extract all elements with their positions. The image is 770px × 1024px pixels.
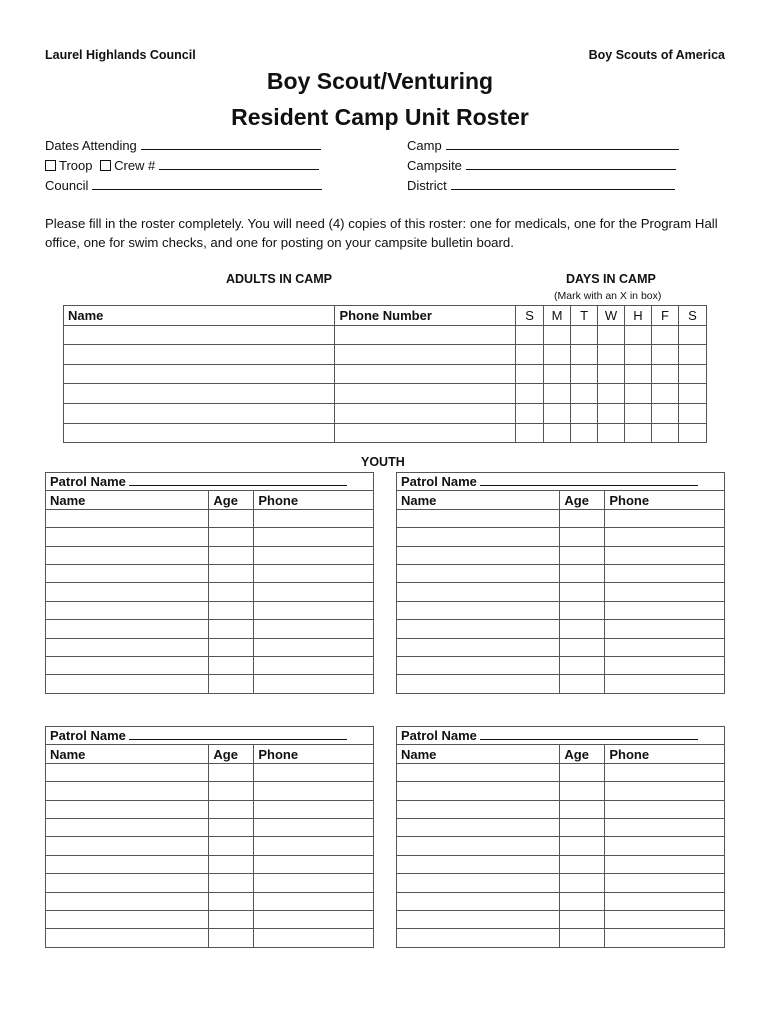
day-cell[interactable] (625, 325, 652, 345)
day-cell[interactable] (571, 345, 598, 365)
youth-age-cell[interactable] (560, 620, 605, 638)
youth-name-cell[interactable] (397, 528, 560, 546)
day-cell[interactable] (516, 384, 544, 404)
youth-header-row (46, 745, 374, 763)
youth-row (46, 910, 374, 928)
youth-name-cell[interactable] (46, 892, 209, 910)
youth-name-cell[interactable] (397, 601, 560, 619)
day-cell[interactable] (571, 325, 598, 345)
day-cell[interactable] (625, 384, 652, 404)
youth-row (46, 800, 374, 818)
council-name: Laurel Highlands Council (45, 48, 196, 62)
dates-attending-label: Dates Attending (45, 138, 137, 153)
youth-age-cell[interactable] (209, 620, 254, 638)
camp-field[interactable] (407, 137, 679, 153)
youth-row (46, 601, 374, 619)
col-name-header: Name (46, 745, 209, 763)
page-subtitle: Resident Camp Unit Roster (231, 104, 529, 130)
col-age-header: Age (560, 491, 605, 509)
campsite-line (466, 157, 676, 170)
col-phone-header: Phone (254, 491, 374, 509)
col-age-header: Age (209, 745, 254, 763)
district-label: District (407, 178, 447, 193)
day-header: F (651, 306, 678, 326)
day-header: S (516, 306, 544, 326)
youth-age-cell[interactable] (560, 656, 605, 674)
col-name-header: Name (46, 491, 209, 509)
col-phone-header: Phone Number (335, 306, 516, 326)
youth-row (397, 929, 725, 947)
youth-name-cell[interactable] (46, 855, 209, 873)
youth-name-cell[interactable] (46, 929, 209, 947)
youth-name-cell[interactable] (397, 874, 560, 892)
day-cell[interactable] (625, 345, 652, 365)
troop-checkbox[interactable] (45, 160, 56, 171)
youth-age-cell[interactable] (209, 675, 254, 693)
youth-age-cell[interactable] (209, 583, 254, 601)
youth-row (397, 763, 725, 781)
day-cell[interactable] (516, 325, 544, 345)
youth-name-cell[interactable] (397, 818, 560, 836)
day-cell[interactable] (516, 345, 544, 365)
patrol-name-label: Patrol Name (50, 728, 126, 744)
day-cell[interactable] (516, 423, 544, 443)
patrol-table (45, 726, 374, 948)
youth-age-cell[interactable] (560, 855, 605, 873)
youth-age-cell[interactable] (209, 892, 254, 910)
youth-row (397, 638, 725, 656)
patrol-name-label: Patrol Name (401, 474, 477, 490)
patrol-name-row (397, 473, 725, 491)
day-cell[interactable] (678, 364, 706, 384)
youth-row (46, 509, 374, 527)
youth-age-cell[interactable] (209, 818, 254, 836)
youth-phone-cell[interactable] (605, 509, 725, 527)
youth-age-cell[interactable] (560, 638, 605, 656)
youth-name-cell[interactable] (46, 818, 209, 836)
youth-name-cell[interactable] (46, 837, 209, 855)
youth-row (46, 528, 374, 546)
youth-row (397, 874, 725, 892)
youth-name-cell[interactable] (397, 782, 560, 800)
adult-phone-cell[interactable] (335, 403, 516, 423)
youth-age-cell[interactable] (209, 638, 254, 656)
patrol-name-row (46, 727, 374, 745)
youth-name-cell[interactable] (397, 837, 560, 855)
day-header: T (571, 306, 598, 326)
youth-row (397, 509, 725, 527)
council-line (92, 177, 322, 190)
youth-name-cell[interactable] (46, 656, 209, 674)
adult-name-cell[interactable] (64, 345, 335, 365)
youth-phone-cell[interactable] (254, 910, 374, 928)
youth-row (46, 892, 374, 910)
youth-row (397, 782, 725, 800)
youth-name-cell[interactable] (397, 546, 560, 564)
district-field[interactable] (407, 177, 675, 193)
youth-row (46, 929, 374, 947)
page-title: Boy Scout/Venturing (266, 68, 494, 94)
day-cell[interactable] (571, 423, 598, 443)
youth-phone-cell[interactable] (605, 763, 725, 781)
patrol-name-row (46, 473, 374, 491)
youth-header-row (397, 745, 725, 763)
youth-age-cell[interactable] (209, 855, 254, 873)
youth-row (397, 800, 725, 818)
campsite-field[interactable] (407, 157, 676, 173)
youth-age-cell[interactable] (209, 929, 254, 947)
day-cell[interactable] (598, 384, 625, 404)
day-cell[interactable] (598, 345, 625, 365)
adult-phone-cell[interactable] (335, 325, 516, 345)
patrol-name-line[interactable] (480, 474, 698, 486)
youth-age-cell[interactable] (560, 929, 605, 947)
col-age-header: Age (560, 745, 605, 763)
youth-age-cell[interactable] (560, 528, 605, 546)
youth-name-cell[interactable] (397, 675, 560, 693)
youth-name-cell[interactable] (397, 656, 560, 674)
patrol-name-row (397, 727, 725, 745)
campsite-label: Campsite (407, 158, 462, 173)
youth-name-cell[interactable] (46, 910, 209, 928)
youth-name-cell[interactable] (46, 620, 209, 638)
patrol-name-line[interactable] (129, 728, 347, 740)
youth-age-cell[interactable] (560, 837, 605, 855)
youth-phone-cell[interactable] (254, 818, 374, 836)
youth-phone-cell[interactable] (605, 892, 725, 910)
youth-age-cell[interactable] (209, 910, 254, 928)
patrol-table (396, 726, 725, 948)
adult-name-cell[interactable] (64, 403, 335, 423)
youth-row (46, 546, 374, 564)
adult-row (64, 423, 707, 443)
day-cell[interactable] (651, 423, 678, 443)
dates-attending-field[interactable] (45, 137, 321, 153)
day-cell[interactable] (571, 384, 598, 404)
day-cell[interactable] (544, 384, 571, 404)
youth-name-cell[interactable] (46, 782, 209, 800)
youth-row (397, 675, 725, 693)
adult-phone-cell[interactable] (335, 423, 516, 443)
youth-age-cell[interactable] (209, 546, 254, 564)
adult-phone-cell[interactable] (335, 345, 516, 365)
youth-phone-cell[interactable] (605, 910, 725, 928)
youth-phone-cell[interactable] (605, 620, 725, 638)
youth-header-row (46, 491, 374, 509)
crew-line (159, 157, 319, 170)
day-header: W (598, 306, 625, 326)
youth-phone-cell[interactable] (605, 638, 725, 656)
day-cell[interactable] (544, 364, 571, 384)
youth-age-cell[interactable] (209, 601, 254, 619)
day-cell[interactable] (598, 403, 625, 423)
youth-row (397, 818, 725, 836)
youth-phone-cell[interactable] (605, 782, 725, 800)
day-cell[interactable] (571, 364, 598, 384)
col-name-header: Name (397, 745, 560, 763)
day-cell[interactable] (678, 403, 706, 423)
youth-row (397, 601, 725, 619)
adults-header-row (64, 306, 707, 326)
day-cell[interactable] (651, 325, 678, 345)
youth-age-cell[interactable] (560, 763, 605, 781)
patrol-name-line[interactable] (129, 474, 347, 486)
camp-line (446, 137, 679, 150)
adult-phone-cell[interactable] (335, 364, 516, 384)
youth-age-cell[interactable] (209, 837, 254, 855)
unit-type-field[interactable] (45, 157, 319, 173)
youth-name-cell[interactable] (397, 564, 560, 582)
col-age-header: Age (209, 491, 254, 509)
youth-row (397, 837, 725, 855)
youth-phone-cell[interactable] (254, 509, 374, 527)
youth-phone-cell[interactable] (254, 528, 374, 546)
youth-phone-cell[interactable] (254, 675, 374, 693)
youth-age-cell[interactable] (560, 818, 605, 836)
youth-age-cell[interactable] (560, 564, 605, 582)
youth-row (397, 855, 725, 873)
youth-phone-cell[interactable] (254, 763, 374, 781)
patrol-name-line[interactable] (480, 728, 698, 740)
adult-row (64, 364, 707, 384)
youth-age-cell[interactable] (209, 800, 254, 818)
youth-row (46, 675, 374, 693)
youth-name-cell[interactable] (46, 509, 209, 527)
adult-name-cell[interactable] (64, 364, 335, 384)
day-cell[interactable] (625, 423, 652, 443)
youth-row (46, 837, 374, 855)
day-cell[interactable] (544, 423, 571, 443)
youth-row (46, 874, 374, 892)
dates-attending-line (141, 137, 321, 150)
youth-age-cell[interactable] (560, 509, 605, 527)
youth-name-cell[interactable] (46, 763, 209, 781)
council-label: Council (45, 178, 89, 193)
adult-name-cell[interactable] (64, 384, 335, 404)
organization-name: Boy Scouts of America (588, 48, 725, 62)
youth-phone-cell[interactable] (605, 528, 725, 546)
youth-name-cell[interactable] (397, 800, 560, 818)
youth-age-cell[interactable] (560, 782, 605, 800)
day-cell[interactable] (544, 325, 571, 345)
col-phone-header: Phone (605, 491, 725, 509)
youth-row (397, 564, 725, 582)
youth-name-cell[interactable] (397, 892, 560, 910)
youth-phone-cell[interactable] (605, 546, 725, 564)
day-cell[interactable] (598, 364, 625, 384)
youth-row (46, 855, 374, 873)
youth-age-cell[interactable] (560, 583, 605, 601)
youth-row (46, 564, 374, 582)
youth-phone-cell[interactable] (605, 564, 725, 582)
adults-heading: ADULTS IN CAMP (226, 272, 333, 286)
youth-age-cell[interactable] (209, 656, 254, 674)
youth-age-cell[interactable] (209, 874, 254, 892)
youth-row (46, 583, 374, 601)
youth-name-cell[interactable] (46, 564, 209, 582)
youth-phone-cell[interactable] (254, 800, 374, 818)
youth-row (397, 546, 725, 564)
youth-phone-cell[interactable] (254, 656, 374, 674)
youth-phone-cell[interactable] (254, 855, 374, 873)
adult-name-cell[interactable] (64, 325, 335, 345)
youth-row (397, 656, 725, 674)
day-header: M (544, 306, 571, 326)
youth-row (397, 892, 725, 910)
day-cell[interactable] (625, 364, 652, 384)
youth-row (46, 763, 374, 781)
day-cell[interactable] (544, 345, 571, 365)
youth-phone-cell[interactable] (254, 638, 374, 656)
youth-name-cell[interactable] (46, 601, 209, 619)
youth-phone-cell[interactable] (605, 583, 725, 601)
youth-phone-cell[interactable] (605, 874, 725, 892)
youth-phone-cell[interactable] (605, 601, 725, 619)
day-cell[interactable] (651, 364, 678, 384)
youth-header-row (397, 491, 725, 509)
col-name-header: Name (397, 491, 560, 509)
youth-row (397, 910, 725, 928)
col-name-header: Name (64, 306, 335, 326)
youth-name-cell[interactable] (46, 638, 209, 656)
youth-phone-cell[interactable] (254, 564, 374, 582)
council-field[interactable] (45, 177, 322, 193)
youth-age-cell[interactable] (209, 782, 254, 800)
youth-row (46, 620, 374, 638)
day-cell[interactable] (544, 403, 571, 423)
youth-phone-cell[interactable] (254, 583, 374, 601)
days-note: (Mark with an X in box) (554, 290, 662, 302)
youth-row (46, 782, 374, 800)
crew-checkbox[interactable] (100, 160, 111, 171)
youth-phone-cell[interactable] (605, 855, 725, 873)
day-cell[interactable] (651, 403, 678, 423)
youth-row (397, 620, 725, 638)
youth-age-cell[interactable] (560, 874, 605, 892)
youth-phone-cell[interactable] (605, 656, 725, 674)
patrol-table (45, 472, 374, 694)
youth-name-cell[interactable] (397, 910, 560, 928)
instructions: Please fill in the roster completely. You will need (4) copies of this roster: one for medicals, one for the Program Hall office, one for swim checks, and one for posting on your campsite bulletin board. (45, 216, 718, 250)
col-phone-header: Phone (605, 745, 725, 763)
day-cell[interactable] (516, 403, 544, 423)
youth-age-cell[interactable] (209, 509, 254, 527)
patrol-name-label: Patrol Name (50, 474, 126, 490)
youth-name-cell[interactable] (46, 675, 209, 693)
patrol-table (396, 472, 725, 694)
patrol-name-label: Patrol Name (401, 728, 477, 744)
day-cell[interactable] (598, 423, 625, 443)
adult-phone-cell[interactable] (335, 384, 516, 404)
district-line (451, 177, 675, 190)
youth-phone-cell[interactable] (254, 620, 374, 638)
youth-phone-cell[interactable] (605, 929, 725, 947)
day-header: S (678, 306, 706, 326)
day-cell[interactable] (625, 403, 652, 423)
youth-name-cell[interactable] (397, 620, 560, 638)
youth-name-cell[interactable] (397, 855, 560, 873)
youth-phone-cell[interactable] (254, 874, 374, 892)
crew-label: Crew # (114, 158, 156, 173)
youth-name-cell[interactable] (46, 546, 209, 564)
youth-name-cell[interactable] (46, 583, 209, 601)
col-phone-header: Phone (254, 745, 374, 763)
youth-age-cell[interactable] (560, 601, 605, 619)
adult-row (64, 384, 707, 404)
troop-label: Troop (59, 158, 93, 173)
youth-phone-cell[interactable] (254, 837, 374, 855)
youth-phone-cell[interactable] (254, 892, 374, 910)
youth-age-cell[interactable] (560, 800, 605, 818)
youth-phone-cell[interactable] (605, 837, 725, 855)
youth-age-cell[interactable] (209, 763, 254, 781)
day-cell[interactable] (651, 345, 678, 365)
youth-age-cell[interactable] (209, 564, 254, 582)
youth-phone-cell[interactable] (254, 782, 374, 800)
youth-row (46, 638, 374, 656)
youth-name-cell[interactable] (46, 800, 209, 818)
adult-row (64, 325, 707, 345)
days-heading: DAYS IN CAMP (566, 272, 656, 286)
day-cell[interactable] (678, 325, 706, 345)
youth-heading: YOUTH (361, 455, 405, 469)
youth-phone-cell[interactable] (254, 601, 374, 619)
youth-age-cell[interactable] (209, 528, 254, 546)
youth-row (397, 528, 725, 546)
youth-row (46, 818, 374, 836)
youth-age-cell[interactable] (560, 546, 605, 564)
youth-age-cell[interactable] (560, 910, 605, 928)
day-cell[interactable] (516, 364, 544, 384)
day-cell[interactable] (651, 384, 678, 404)
adult-row (64, 403, 707, 423)
youth-name-cell[interactable] (397, 763, 560, 781)
day-cell[interactable] (678, 423, 706, 443)
youth-name-cell[interactable] (397, 638, 560, 656)
youth-name-cell[interactable] (397, 509, 560, 527)
adult-row (64, 345, 707, 365)
youth-phone-cell[interactable] (605, 800, 725, 818)
youth-phone-cell[interactable] (254, 546, 374, 564)
youth-name-cell[interactable] (397, 929, 560, 947)
day-cell[interactable] (598, 325, 625, 345)
youth-phone-cell[interactable] (254, 929, 374, 947)
youth-age-cell[interactable] (560, 675, 605, 693)
youth-row (46, 656, 374, 674)
youth-name-cell[interactable] (46, 874, 209, 892)
youth-phone-cell[interactable] (605, 675, 725, 693)
youth-row (397, 583, 725, 601)
day-cell[interactable] (571, 403, 598, 423)
day-cell[interactable] (678, 384, 706, 404)
youth-age-cell[interactable] (560, 892, 605, 910)
day-header: H (625, 306, 652, 326)
day-cell[interactable] (678, 345, 706, 365)
youth-name-cell[interactable] (397, 583, 560, 601)
camp-label: Camp (407, 138, 442, 153)
adult-name-cell[interactable] (64, 423, 335, 443)
youth-name-cell[interactable] (46, 528, 209, 546)
youth-phone-cell[interactable] (605, 818, 725, 836)
adults-table (63, 305, 707, 443)
